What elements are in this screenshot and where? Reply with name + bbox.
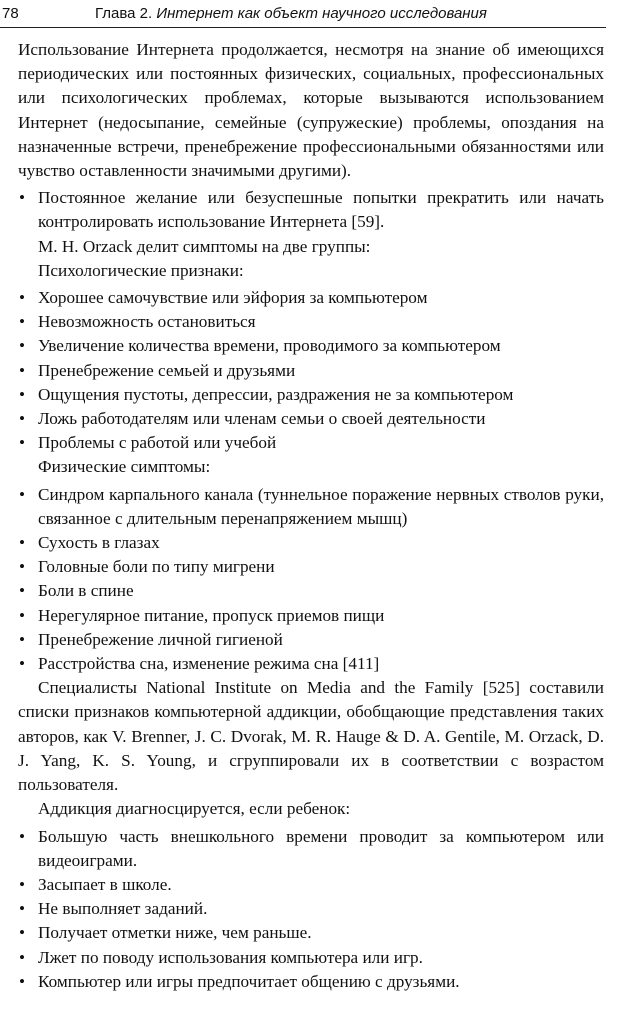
list-item: • Невозможность остановиться [18, 310, 604, 334]
list-item: • Ощущения пустоты, депрессии, раздражения не за компьютером [18, 383, 604, 407]
page-body [18, 38, 604, 994]
criteria-item: • Постоянное желание или безуспешные попытки прекратить или начать контролировать использование Интернета [59]. [18, 186, 604, 234]
list-item: • Лжет по поводу использования компьютера или игр. [18, 946, 604, 970]
criteria-list [18, 186, 604, 234]
diagnosis-label: Аддикция диагносцируется, если ребенок: [38, 799, 351, 819]
list-item: • Засыпает в школе. [18, 873, 604, 897]
orzack-intro: M. H. Orzack делит симптомы на две группы: [38, 236, 371, 256]
list-item: • Пренебрежение личной гигиеной [18, 628, 604, 652]
running-header [0, 0, 606, 28]
child-signs-list [18, 825, 604, 994]
intro-paragraph: Использование Интернета продолжается, несмотря на знание об имеющихся периодических или постоянных физических, социальных, профессиональных или психологических проблемах, которые вызываются использованием Интернет (недосыпание, семейные (супружеские) проблемы, опоздания на назначенные встречи, пренебрежение профессиональными обязанностями или чувство оставленности значимыми другими). [18, 40, 604, 181]
physical-symptoms-list [18, 483, 604, 677]
page-number: 78 [2, 5, 19, 22]
specialists-paragraph: Специалисты National Institute on Media and the Family [525] составили списки признаков компьютерной аддикции, обобщающие представления таких авторов, как V. Brenner, J. C. Dvorak, M. R. Hauge & D. A. Gentile, M. Orzack, D. J. Yang, K. S. Young, и сгруппировали их в соответствии с возрастом пользователя. [18, 678, 604, 795]
list-item: • Не выполняет заданий. [18, 897, 604, 921]
list-item: • Получает отметки ниже, чем раньше. [18, 921, 604, 945]
chapter-title: Интернет как объект научного исследования [156, 5, 487, 22]
list-item: • Головные боли по типу мигрени [18, 555, 604, 579]
psych-label: Психологические признаки: [38, 260, 244, 280]
list-item: • Увеличение количества времени, проводимого за компьютером [18, 334, 604, 358]
list-item: • Хорошее самочувствие или эйфория за компьютером [18, 286, 604, 310]
list-item: • Синдром карпального канала (туннельное поражение нервных стволов руки, связанное с длительным перенапряжением мышц) [18, 483, 604, 531]
chapter-heading [95, 0, 487, 27]
list-item: • Расстройства сна, изменение режима сна [411] [18, 652, 604, 676]
list-item: • Сухость в глазах [18, 531, 604, 555]
list-item: • Пренебрежение семьей и друзьями [18, 359, 604, 383]
list-item: • Нерегулярное питание, пропуск приемов пищи [18, 604, 604, 628]
list-item: • Проблемы с работой или учебой [18, 431, 604, 455]
list-item: • Ложь работодателям или членам семьи о своей деятельности [18, 407, 604, 431]
psychological-signs-list [18, 286, 604, 455]
chapter-number: Глава 2. [95, 5, 153, 22]
list-item: • Большую часть внешкольного времени проводит за компьютером или видеоиграми. [18, 825, 604, 873]
list-item: • Компьютер или игры предпочитает общению с друзьями. [18, 970, 604, 994]
physical-label: Физические симптомы: [38, 457, 211, 477]
list-item: • Боли в спине [18, 579, 604, 603]
